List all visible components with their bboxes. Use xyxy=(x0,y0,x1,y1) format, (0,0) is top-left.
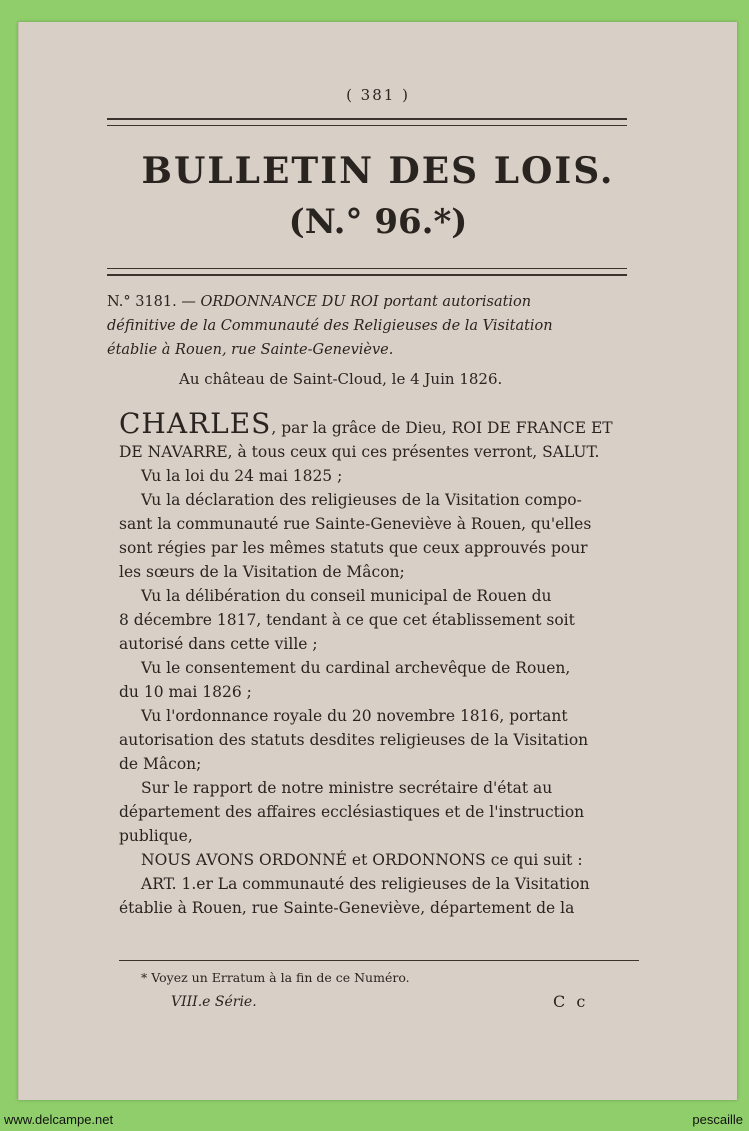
page-number: ( 381 ) xyxy=(346,86,410,104)
ordinance-title-line2: définitive de la Communauté des Religieuses de la Visitation xyxy=(107,318,553,334)
mid-rule-thin xyxy=(107,268,627,269)
body-line-11: Vu le consentement du cardinal archevêque de Rouen, xyxy=(141,659,571,677)
body-line-8: Vu la délibération du conseil municipal de Rouen du xyxy=(141,587,552,605)
body-line-15: de Mâcon; xyxy=(119,755,202,773)
ordinance-number: N.° 3181. — xyxy=(107,294,196,310)
ordinance-body xyxy=(119,407,649,920)
body-line-6: sont régies par les mêmes statuts que ceux approuvés pour xyxy=(119,539,588,557)
ordinance-title-line3: établie à Rouen, rue Sainte-Geneviève. xyxy=(107,342,394,358)
body-line-4: Vu la déclaration des religieuses de la Visitation compo- xyxy=(141,491,582,509)
mid-rule xyxy=(107,274,627,276)
top-rule xyxy=(107,118,627,120)
charles-dropcap: CHARLES xyxy=(119,407,272,440)
body-line-21: établie à Rouen, rue Sainte-Geneviève, département de la xyxy=(119,899,575,917)
ordinance-heading xyxy=(107,290,637,362)
body-line-13: Vu l'ordonnance royale du 20 novembre 1816, portant xyxy=(141,707,568,725)
body-line-19: NOUS AVONS ORDONNÉ et ORDONNONS ce qui suit : xyxy=(141,851,583,869)
body-line-16: Sur le rapport de notre ministre secrétaire d'état au xyxy=(141,779,553,797)
watermark-seller: pescaille xyxy=(692,1112,743,1127)
body-line-1 xyxy=(119,407,649,440)
document-page xyxy=(18,22,737,1100)
series-label: VIII.e Série. xyxy=(171,994,257,1010)
charles-rest: , par la grâce de Dieu, ROI DE FRANCE ET xyxy=(271,419,613,437)
body-line-5: sant la communauté rue Sainte-Geneviève à Rouen, qu'elles xyxy=(119,515,592,533)
footnote-rule xyxy=(119,960,639,961)
body-line-3: Vu la loi du 24 mai 1825 ; xyxy=(141,467,343,485)
body-line-14: autorisation des statuts desdites religieuses de la Visitation xyxy=(119,731,589,749)
watermark-delcampe: www.delcampe.net xyxy=(4,1112,114,1127)
ordinance-title-line1: ORDONNANCE DU ROI portant autorisation xyxy=(200,294,532,310)
footnote: * Voyez un Erratum à la fin de ce Numéro. xyxy=(141,970,410,985)
top-rule-thin xyxy=(107,125,627,126)
ordinance-place-date: Au château de Saint-Cloud, le 4 Juin 1826. xyxy=(179,370,503,388)
body-line-7: les sœurs de la Visitation de Mâcon; xyxy=(119,563,405,581)
body-line-2: DE NAVARRE, à tous ceux qui ces présentes verront, SALUT. xyxy=(119,443,600,461)
body-line-9: 8 décembre 1817, tendant à ce que cet établissement soit xyxy=(119,611,575,629)
issue-number: (N.° 96.*) xyxy=(288,202,468,242)
body-line-18: publique, xyxy=(119,827,193,845)
masthead-title: BULLETIN DES LOIS. xyxy=(141,150,615,192)
body-line-12: du 10 mai 1826 ; xyxy=(119,683,252,701)
signature-mark: C c xyxy=(553,992,589,1011)
body-line-17: département des affaires ecclésiastiques et de l'instruction xyxy=(119,803,585,821)
body-line-10: autorisé dans cette ville ; xyxy=(119,635,318,653)
body-line-20: ART. 1.er La communauté des religieuses de la Visitation xyxy=(141,875,590,893)
